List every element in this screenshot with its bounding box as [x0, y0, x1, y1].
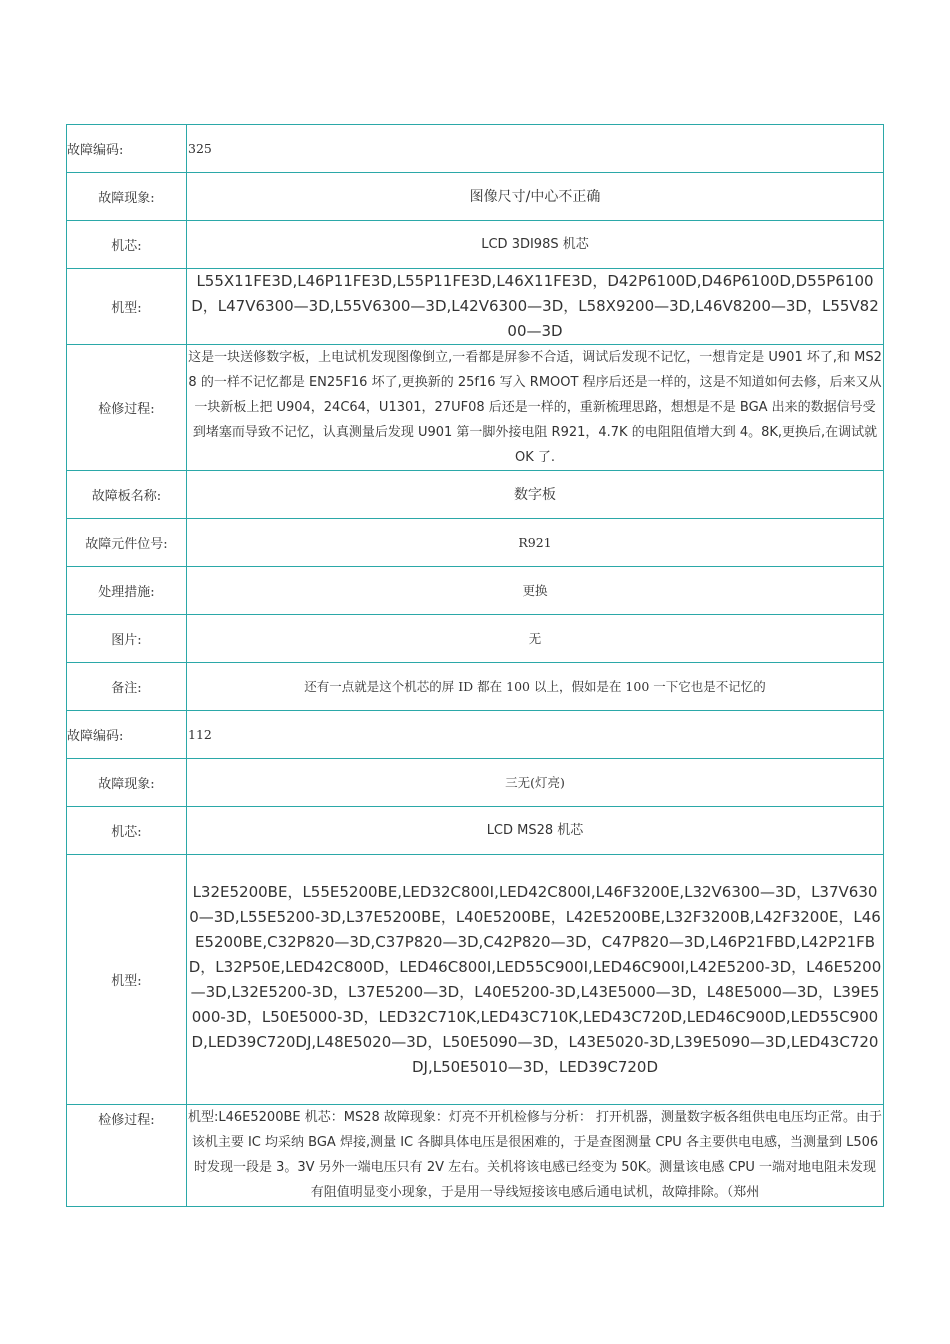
repair-process-value: 机型:L46E5200BE 机芯：MS28 故障现象：灯亮不开机检修与分析： 打开机器，测量数字板各组供电电压均正常。由于该机主要 IC 均采纳 BGA 焊接,测量 IC 各脚具体电压是很困难的，于是查图测量 CPU 各主要供电电感，当测量到 L506 时发现一段是 3。3V 另外一端电压只有 2V 左右。关机将该电感已经变为 50K。测量该电感 CPU 一端对地电阻未发现有阻值明显变小现象，于是用一导线短接该电感后通电试机，故障排除。（郑州 [187, 1105, 884, 1207]
fault-code-label: 故障编码: [67, 711, 187, 759]
table-row [67, 125, 884, 173]
table-row [67, 471, 884, 519]
fault-symptom-value: 图像尺寸/中心不正确 [187, 173, 884, 221]
image-label: 图片: [67, 615, 187, 663]
table-row [67, 615, 884, 663]
model-label: 机型: [67, 855, 187, 1105]
fault-symptom-label: 故障现象: [67, 173, 187, 221]
model-value: L55X11FE3D,L46P11FE3D,L55P11FE3D,L46X11FE3D，D42P6100D,D46P6100D,D55P6100D，L47V6300—3D,L55V6300—3D,L42V6300—3D，L58X9200—3D,L46V8200—3D，L55V8200—3D [187, 269, 884, 345]
fault-symptom-label: 故障现象: [67, 759, 187, 807]
table-row [67, 567, 884, 615]
chassis-value: LCD 3DI98S 机芯 [187, 221, 884, 269]
repair-process-label: 检修过程: [67, 345, 187, 471]
fault-code-value: 325 [187, 125, 884, 173]
fault-code-label: 故障编码: [67, 125, 187, 173]
fault-part-label: 故障元件位号: [67, 519, 187, 567]
table-row [67, 807, 884, 855]
chassis-label: 机芯: [67, 221, 187, 269]
fault-record-table [66, 124, 884, 1207]
table-row [67, 1105, 884, 1207]
fault-code-value: 112 [187, 711, 884, 759]
table-row [67, 173, 884, 221]
table-row [67, 855, 884, 1105]
table-row [67, 345, 884, 471]
note-value: 还有一点就是这个机芯的屏 ID 都在 100 以上，假如是在 100 一下它也是不记忆的 [187, 663, 884, 711]
table-row [67, 711, 884, 759]
chassis-label: 机芯: [67, 807, 187, 855]
action-label: 处理措施: [67, 567, 187, 615]
model-value: L32E5200BE，L55E5200BE,LED32C800I,LED42C800I,L46F3200E,L32V6300—3D，L37V6300—3D,L55E5200-3D,L37E5200BE，L40E5200BE，L42E5200BE,L32F3200B,L42F3200E，L46E5200BE,C32P820—3D,C37P820—3D,C42P820—3D，C47P820—3D,L46P21FBD,L42P21FBD，L32P50E,LED42C800D，LED46C800I,LED55C900I,LED46C900I,L42E5200-3D，L46E5200—3D,L32E5200-3D，L37E5200—3D，L40E5200-3D,L43E5000—3D，L48E5000—3D，L39E5000-3D，L50E5000-3D，LED32C710K,LED43C710K,LED43C720D,LED46C900D,LED55C900D,LED39C720DJ,L48E5020—3D，L50E5090—3D，L43E5020-3D,L39E5090—3D,LED43C720DJ,L50E5010—3D，LED39C720D [187, 855, 884, 1105]
repair-process-label: 检修过程: [67, 1105, 187, 1207]
table-row [67, 759, 884, 807]
fault-part-value: R921 [187, 519, 884, 567]
repair-process-value: 这是一块送修数字板，上电试机发现图像倒立,一看都是屏参不合适，调试后发现不记忆，一想肯定是 U901 坏了,和 MS28 的一样不记忆都是 EN25F16 坏了,更换新的 25f16 写入 RMOOT 程序后还是一样的，这是不知道如何去修，后来又从一块新板上把 U904，24C64，U1301，27UF08 后还是一样的，重新梳理思路，想想是不是 BGA 出来的数据信号受到堵塞而导致不记忆，认真测量后发现 U901 第一脚外接电阻 R921，4.7K 的电阻阻值增大到 4。8K,更换后,在调试就 OK 了. [187, 345, 884, 471]
table-row [67, 269, 884, 345]
fault-board-label: 故障板名称: [67, 471, 187, 519]
model-label: 机型: [67, 269, 187, 345]
fault-board-value: 数字板 [187, 471, 884, 519]
image-value: 无 [187, 615, 884, 663]
table-row [67, 221, 884, 269]
note-label: 备注: [67, 663, 187, 711]
fault-symptom-value: 三无(灯亮) [187, 759, 884, 807]
table-row [67, 519, 884, 567]
action-value: 更换 [187, 567, 884, 615]
table-row [67, 663, 884, 711]
chassis-value: LCD MS28 机芯 [187, 807, 884, 855]
